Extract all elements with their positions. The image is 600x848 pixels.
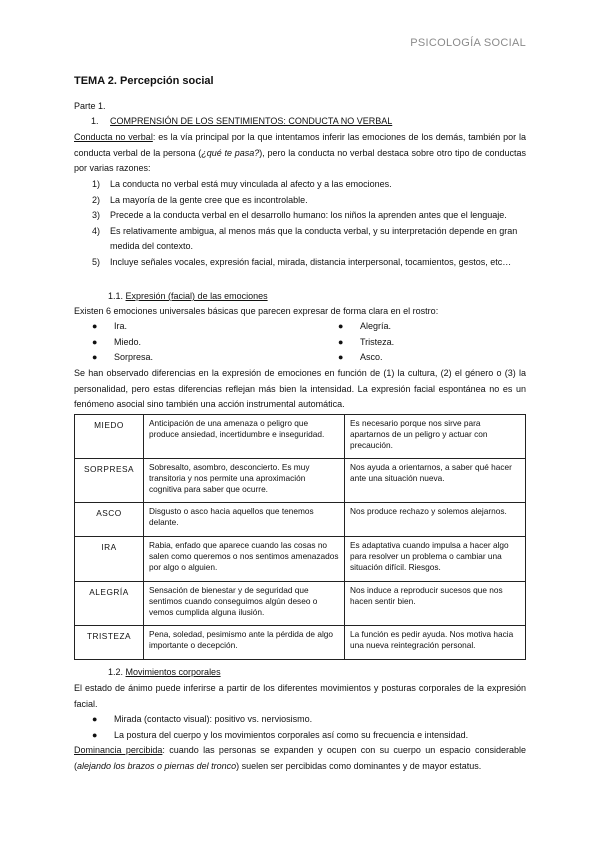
list-item: ● La postura del cuerpo y los movimientos corporales así como su frecuencia e intensidad. (92, 729, 469, 740)
list-item: ● Miedo. (92, 336, 142, 347)
body-paragraph: El estado de ánimo puede inferirse a partir de los diferentes movimientos y posturas corporales de la expresión facial. (74, 683, 526, 709)
list-item: ● Tristeza. (338, 336, 395, 347)
section-title: COMPRENSIÓN DE LOS SENTIMIENTOS: CONDUCTA NO VERBAL (110, 116, 393, 126)
intro-text-end: ), pero la conducta no verbal destaca sobre otro tipo de conductas por varias razones: (74, 147, 526, 173)
table-row: TRISTEZA Pena, soledad, pesimismo ante la pérdida de algo importante o decepción. La función es pedir ayuda. Nos motiva hacia una nueva reintegración personal. (75, 626, 526, 660)
reasons-list (74, 177, 526, 270)
list-item: 4) Es relativamente ambigua, al menos más que la conducta verbal, y su interpretación depende en gran medida del contexto. (92, 225, 518, 251)
page-title: TEMA 2. Percepción social (74, 75, 214, 87)
list-item: ● Sorpresa. (92, 352, 154, 362)
list-item: ● Mirada (contacto visual): positivo vs. nerviosismo. (92, 714, 313, 724)
subsection-title-2: Movimientos corporales (125, 667, 221, 677)
list-item: ● Ira. (92, 321, 128, 331)
intro-text: : es la vía principal por la que intentamos inferir las emociones de los demás, también por la conducta verbal de la persona ( (74, 132, 526, 158)
subsection-heading-1: 1.1. Expresión (facial) de las emociones (108, 291, 268, 301)
subsection-title-1: Expresión (facial) de las emociones (125, 291, 268, 301)
emotions-table (74, 414, 526, 660)
dominance-paragraph: Dominancia percibida: cuando las personas se expanden y ocupen con su cuerpo un espacio considerable (alejando los brazos o piernas del tronco) suelen ser percibidas como dominantes y de mayor estatus. (74, 745, 527, 771)
body-bullets (74, 712, 526, 743)
emotions-list (74, 319, 526, 366)
table-row: ALEGRÍA Sensación de bienestar y de seguridad que sentimos cuando conseguimos algún deseo o vemos cumplida alguna ilusión. Nos induce a reproducir sucesos que nos hacen sentir bien. (75, 582, 526, 626)
subsection-heading-2: 1.2. Movimientos corporales (108, 667, 221, 677)
table-row: ASCO Disgusto o asco hacia aquellos que tenemos delante. Nos produce rechazo y solemos alejarnos. (75, 503, 526, 537)
list-item: 5) Incluye señales vocales, expresión facial, mirada, distancia interpersonal, tocamientos, gestos, etc… (92, 256, 512, 267)
part-label: Parte 1. (74, 101, 106, 111)
intro-italic: ¿qué te pasa? (201, 147, 260, 158)
dominance-italic: alejando los brazos o piernas del tronco (77, 760, 237, 771)
dominance-term: Dominancia percibida (74, 745, 163, 755)
table-row: IRA Rabia, enfado que aparece cuando las cosas no salen como queremos o nos sentimos amenazados por algo o alguien. Es adaptativa cuando impulsa a hacer algo para resolver un problema o cambiar una situación difícil. Riesgos. (75, 537, 526, 582)
list-item: ● Alegría. (338, 321, 392, 331)
intro-term: Conducta no verbal (74, 132, 153, 142)
table-row: SORPRESA Sobresalto, asombro, desconcierto. Es muy transitoria y nos permite una aproximación cognitiva para saber que ocurre. Nos ayuda a orientarnos, a saber qué hacer ante una situación nueva. (75, 459, 526, 503)
page-header: PSICOLOGÍA SOCIAL (410, 37, 526, 49)
intro-paragraph (74, 130, 526, 177)
section-heading (91, 114, 392, 130)
section-number: 1. (91, 116, 99, 126)
table-row: MIEDO Anticipación de una amenaza o peligro que produce ansiedad, incertidumbre e inseguridad. Es necesario porque nos sirve para apartarnos de un peligro y actuar con precaución. (75, 415, 526, 459)
list-item: 1) La conducta no verbal está muy vinculada al afecto y a las emociones. (92, 179, 392, 189)
list-item: ● Asco. (338, 352, 383, 362)
differences-paragraph: Se han observado diferencias en la expresión de emociones en función de (1) la cultura, (2) el género o (3) la personalidad, pero estas diferencias reflejan más bien la intensidad. La expresión facial espontánea no es un fenómeno asocial sino también una acción instrumental automática. (74, 368, 526, 409)
list-item: 2) La mayoría de la gente cree que es incontrolable. (92, 194, 308, 205)
list-item: 3) Precede a la conducta verbal en el desarrollo humano: los niños la aprenden antes que el lenguaje. (92, 210, 507, 220)
emotions-intro: Existen 6 emociones universales básicas que parecen expresar de forma clara en el rostro: (74, 306, 439, 316)
